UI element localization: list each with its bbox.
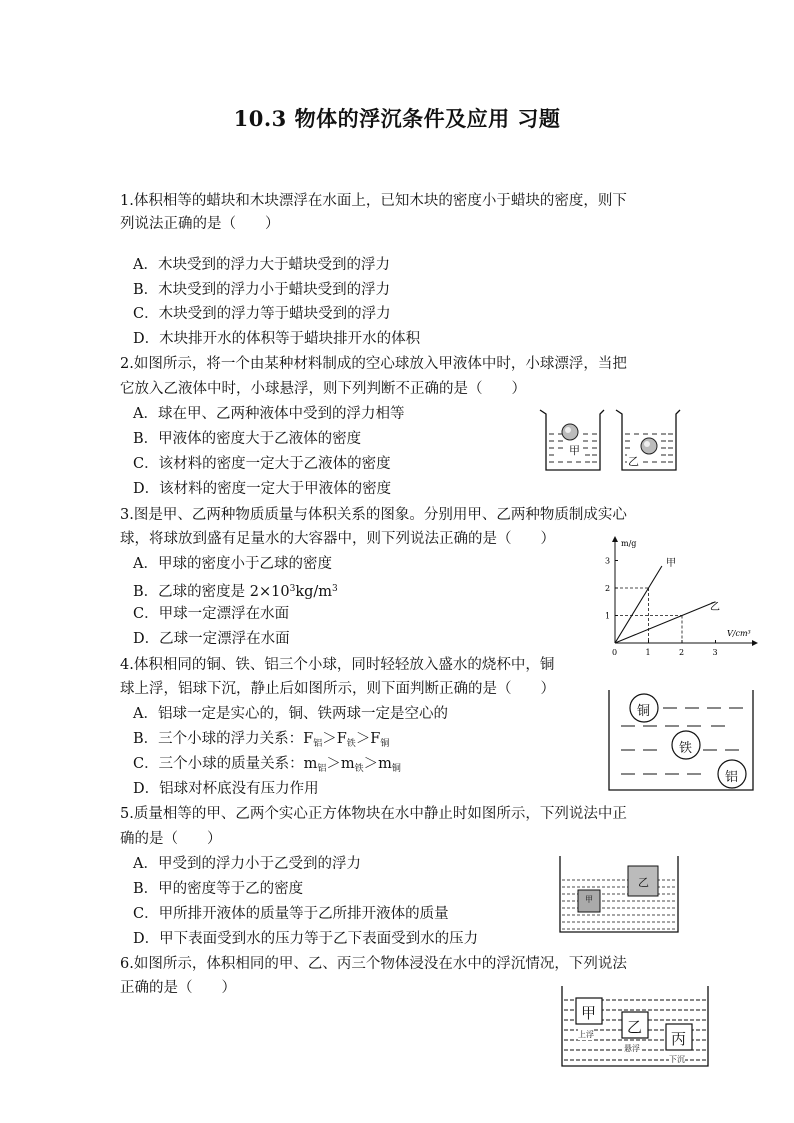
q6-label-yi: 乙 <box>627 1018 643 1036</box>
q2-option-a: A．球在甲、乙两种液体中受到的浮力相等 <box>133 406 405 422</box>
q3-option-b-unit-exp: 3 <box>332 584 338 594</box>
q4-option-b <box>133 729 389 754</box>
q4-c-sub2: 铁 <box>354 764 364 774</box>
series-label-yi: 乙 <box>710 602 720 613</box>
q4-c-sub1: 铝 <box>317 764 327 774</box>
q3-option-b-exp: 3 <box>289 584 296 594</box>
q4-stem-line1: 4.体积相同的铜、铁、铝三个小球，同时轻轻放入盛水的烧杯中，铜 <box>120 657 555 673</box>
q5-option-d: D．甲下表面受到水的压力等于乙下表面受到水的压力 <box>133 931 479 947</box>
q3-option-b-unit: kg/m <box>295 584 333 600</box>
y-tick-label: 1 <box>605 611 611 621</box>
q3-stem-line2: 球，将球放到盛有足量水的大容器中，则下列说法正确的是（ ） <box>120 531 555 547</box>
q4-c-rel2: ＞m <box>363 756 392 772</box>
q3-option-b-text: B．乙球的密度是 2×10 <box>133 584 290 600</box>
series-line-jia <box>615 566 662 643</box>
y-axis-label: m/g <box>621 539 637 548</box>
page-title: 10.3 物体的浮沉条件及应用 习题 <box>233 106 561 131</box>
q4-option-a: A．铝球一定是实心的，铜、铁两球一定是空心的 <box>133 706 448 722</box>
q4-b-rel2: ＞F <box>355 731 381 747</box>
q1-option-d: D．木块排开水的体积等于蜡块排开水的体积 <box>133 331 421 347</box>
x-axis-label: V/cm³ <box>727 629 751 638</box>
q4-option-c-text: C．三个小球的质量关系：m <box>133 756 318 772</box>
q5-stem-line2: 确的是（ ） <box>120 831 222 847</box>
q4-c-sub3: 铜 <box>391 764 401 774</box>
q3-option-b <box>133 579 338 602</box>
q5-stem-line1: 5.质量相等的甲、乙两个实心正方体物块在水中静止时如图所示，下列说法中正 <box>120 806 627 822</box>
q4-b-rel1: ＞F <box>322 731 347 747</box>
x-axis-arrow <box>752 640 758 646</box>
q4-label-copper: 铜 <box>637 704 651 719</box>
series-line-yi <box>615 602 716 643</box>
y-tick-label: 3 <box>605 556 611 566</box>
q4-c-rel1: ＞m <box>326 756 355 772</box>
q2-stem-line2: 它放入乙液体中时，小球悬浮，则下列判断不正确的是（ ） <box>120 381 526 397</box>
q5-option-a: A．甲受到的浮力小于乙受到的浮力 <box>133 856 361 872</box>
q2-option-c: C．该材料的密度一定大于乙液体的密度 <box>133 456 391 472</box>
x-tick-label: 1 <box>645 648 651 657</box>
x-tick-label: 2 <box>679 648 685 657</box>
q4-option-d: D．铝球对杯底没有压力作用 <box>133 781 319 797</box>
series-label-jia: 甲 <box>666 558 676 569</box>
q6-stem-line1: 6.如图所示，体积相同的甲、乙、丙三个物体浸没在水中的浮沉情况，下列说法 <box>120 956 627 972</box>
q3-stem-line1: 3.图是甲、乙两种物质质量与体积关系的图象。分别用甲、乙两种物质制成实心 <box>120 507 627 523</box>
q6-caption-sink: 下沉 <box>669 1055 685 1064</box>
q4-stem-line2: 球上浮，铝球下沉，静止后如图所示，则下面判断正确的是（ ） <box>120 681 555 697</box>
q2-label-jia: 甲 <box>569 444 580 457</box>
q5-label-jia: 甲 <box>585 895 593 904</box>
q2-stem-line1: 2.如图所示，将一个由某种材料制成的空心球放入甲液体中时，小球漂浮，当把 <box>120 356 627 372</box>
q6-container-figure <box>560 984 710 1068</box>
q5-option-c: C．甲所排开液体的质量等于乙所排开液体的质量 <box>133 906 449 922</box>
q4-b-sub3: 铜 <box>380 739 390 749</box>
q4-b-sub1: 铝 <box>313 739 323 749</box>
q1-option-b: B．木块受到的浮力小于蜡块受到的浮力 <box>133 282 391 298</box>
q5-option-b: B．甲的密度等于乙的密度 <box>133 881 304 897</box>
q3-option-a: A．甲球的密度小于乙球的密度 <box>133 556 332 572</box>
q1-option-c: C．木块受到的浮力等于蜡块受到的浮力 <box>133 306 391 322</box>
q5-container-figure <box>556 854 682 934</box>
q1-stem-line1: 1.体积相等的蜡块和木块漂浮在水面上，已知木块的密度小于蜡块的密度，则下 <box>120 193 627 209</box>
q1-option-a: A．木块受到的浮力大于蜡块受到的浮力 <box>133 257 390 273</box>
q4-option-c <box>133 754 401 779</box>
q4-label-aluminum: 铝 <box>725 770 739 785</box>
q4-label-iron: 铁 <box>679 741 693 756</box>
q6-label-jia: 甲 <box>581 1004 597 1022</box>
q3-mass-volume-chart <box>600 534 760 660</box>
q2-label-yi: 乙 <box>628 455 639 468</box>
q2-option-d: D．该材料的密度一定大于甲液体的密度 <box>133 481 392 497</box>
y-tick-label: 2 <box>605 584 611 593</box>
q1-stem-line2: 列说法正确的是（ ） <box>120 216 280 232</box>
q6-caption-suspend: 悬浮 <box>624 1044 640 1053</box>
q6-label-bing: 丙 <box>671 1030 687 1048</box>
q2-beakers-figure <box>538 406 688 474</box>
q4-b-sub2: 铁 <box>346 739 356 749</box>
x-tick-label: 3 <box>712 648 718 657</box>
q6-stem-line2: 正确的是（ ） <box>120 980 236 996</box>
y-axis-arrow <box>612 536 618 542</box>
q3-option-d: D．乙球一定漂浮在水面 <box>133 631 290 647</box>
q2-option-b: B．甲液体的密度大于乙液体的密度 <box>133 431 362 447</box>
q6-caption-float: 上浮 <box>578 1030 594 1039</box>
q4-option-b-text: B．三个小球的浮力关系：F <box>133 731 314 747</box>
q4-beaker-figure <box>607 688 757 792</box>
q3-option-c: C．甲球一定漂浮在水面 <box>133 606 290 622</box>
q5-label-yi: 乙 <box>638 876 649 889</box>
x-tick-label: 0 <box>612 648 618 657</box>
